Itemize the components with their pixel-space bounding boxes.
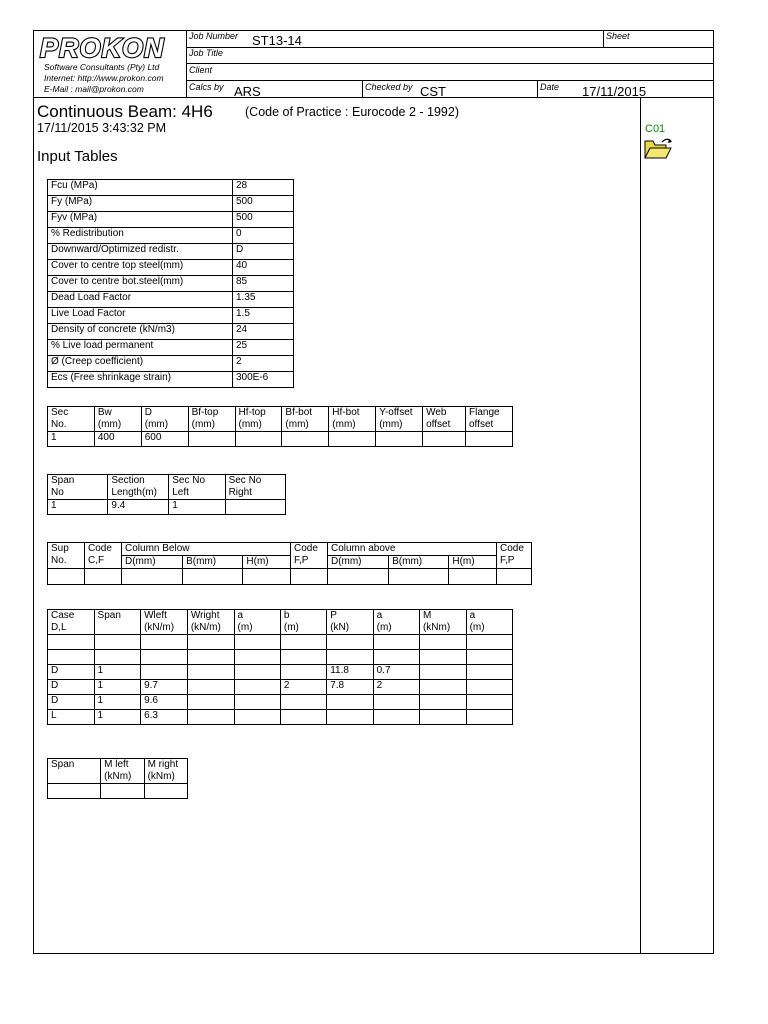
table-row bbox=[48, 710, 513, 725]
table-cell bbox=[329, 432, 376, 447]
sections-table bbox=[47, 406, 513, 447]
table-cell: 1 bbox=[94, 710, 141, 725]
table-row bbox=[48, 665, 513, 680]
column-header: P (kN) bbox=[327, 610, 373, 635]
table-cell bbox=[234, 695, 280, 710]
table-cell bbox=[144, 784, 187, 799]
table-cell bbox=[373, 710, 419, 725]
company-name: Software Consultants (Pty) Ltd bbox=[44, 62, 160, 72]
supports-table bbox=[47, 542, 532, 585]
table-cell: L bbox=[48, 710, 95, 725]
table-cell bbox=[183, 569, 243, 585]
table-cell: 9.7 bbox=[141, 680, 188, 695]
table-cell bbox=[423, 432, 466, 447]
table-cell bbox=[187, 635, 234, 650]
sheet-label: Sheet bbox=[606, 31, 630, 41]
table-cell bbox=[94, 635, 141, 650]
table-cell bbox=[419, 635, 466, 650]
sub-header: H(m) bbox=[449, 556, 497, 569]
param-row bbox=[48, 372, 294, 388]
table-cell bbox=[280, 665, 326, 680]
column-header: M right (kNm) bbox=[144, 759, 187, 784]
param-value: 1.35 bbox=[233, 292, 294, 308]
section-heading: Input Tables bbox=[37, 148, 118, 165]
header-divider bbox=[186, 30, 187, 97]
column-below-header: Column Below bbox=[122, 543, 291, 556]
param-row bbox=[48, 356, 294, 372]
table-cell: 6.3 bbox=[141, 710, 188, 725]
table-cell bbox=[141, 665, 188, 680]
table-cell bbox=[187, 710, 234, 725]
header-divider bbox=[603, 30, 604, 47]
code-fp-header-2: Code F,P bbox=[497, 543, 532, 569]
table-cell bbox=[327, 650, 373, 665]
table-cell bbox=[389, 569, 449, 585]
table-cell bbox=[48, 569, 85, 585]
column-header: b (m) bbox=[280, 610, 326, 635]
table-row bbox=[48, 784, 188, 799]
table-cell: D bbox=[48, 680, 95, 695]
table-row bbox=[48, 500, 286, 515]
table-cell: D bbox=[48, 695, 95, 710]
table-cell bbox=[235, 432, 282, 447]
table-cell: 1 bbox=[94, 680, 141, 695]
param-value: 24 bbox=[233, 324, 294, 340]
table-cell bbox=[234, 680, 280, 695]
date-value: 17/11/2015 bbox=[582, 84, 647, 99]
column-header: Wright (kN/m) bbox=[187, 610, 234, 635]
column-header: a (m) bbox=[466, 610, 512, 635]
table-cell bbox=[373, 635, 419, 650]
table-cell: 600 bbox=[141, 432, 188, 447]
header-rule bbox=[186, 63, 714, 64]
sub-header: D(mm) bbox=[122, 556, 183, 569]
column-header: Span No bbox=[48, 475, 108, 500]
sup-header: Sup No. bbox=[48, 543, 85, 569]
table-cell: D bbox=[48, 665, 95, 680]
param-value: 500 bbox=[233, 212, 294, 228]
table-cell bbox=[419, 680, 466, 695]
column-header: M left (kNm) bbox=[101, 759, 144, 784]
job-number-label: Job Number bbox=[189, 31, 239, 41]
c01-label[interactable]: C01 bbox=[645, 123, 666, 135]
parameters-table bbox=[47, 179, 294, 388]
param-value: 28 bbox=[233, 180, 294, 196]
column-header: a (m) bbox=[373, 610, 419, 635]
param-name: Cover to centre top steel(mm) bbox=[48, 260, 233, 276]
param-value: 85 bbox=[233, 276, 294, 292]
param-name: Fcu (MPa) bbox=[48, 180, 233, 196]
table-cell: 1 bbox=[169, 500, 225, 515]
column-header: Bw (mm) bbox=[94, 407, 141, 432]
column-above-header: Column above bbox=[327, 543, 496, 556]
table-cell bbox=[419, 710, 466, 725]
calcs-by-value: ARS bbox=[234, 84, 261, 99]
param-row bbox=[48, 180, 294, 196]
column-header: M (kNm) bbox=[419, 610, 466, 635]
column-header: Case D,L bbox=[48, 610, 95, 635]
table-cell bbox=[280, 710, 326, 725]
table-cell bbox=[234, 650, 280, 665]
open-folder-icon[interactable] bbox=[644, 137, 674, 160]
table-cell bbox=[466, 635, 512, 650]
table-cell: 1 bbox=[94, 665, 141, 680]
table-cell bbox=[449, 569, 497, 585]
table-cell bbox=[280, 635, 326, 650]
table-cell bbox=[243, 569, 291, 585]
code-of-practice: (Code of Practice : Eurocode 2 - 1992) bbox=[245, 105, 460, 119]
column-header: Web offset bbox=[423, 407, 466, 432]
table-cell bbox=[101, 784, 144, 799]
spans-table bbox=[47, 474, 286, 515]
header-row bbox=[48, 475, 286, 500]
param-row bbox=[48, 340, 294, 356]
column-header: Span bbox=[94, 610, 141, 635]
table-cell: 9.6 bbox=[141, 695, 188, 710]
table-cell bbox=[85, 569, 122, 585]
column-header: Y-offset (mm) bbox=[376, 407, 423, 432]
table-cell bbox=[188, 432, 235, 447]
table-cell bbox=[48, 784, 101, 799]
table-cell bbox=[466, 710, 512, 725]
table-cell bbox=[466, 665, 512, 680]
param-name: Ecs (Free shrinkage strain) bbox=[48, 372, 233, 388]
table-cell bbox=[373, 695, 419, 710]
table-cell bbox=[141, 635, 188, 650]
column-header: Bf-top (mm) bbox=[188, 407, 235, 432]
header-row bbox=[48, 759, 188, 784]
header-divider bbox=[362, 80, 363, 97]
table-cell: 2 bbox=[373, 680, 419, 695]
logo-text: PROKON bbox=[40, 33, 165, 61]
table-cell bbox=[141, 650, 188, 665]
table-cell bbox=[48, 650, 95, 665]
client-label: Client bbox=[189, 65, 213, 75]
table-cell bbox=[187, 650, 234, 665]
table-cell bbox=[94, 650, 141, 665]
table-cell: 1 bbox=[94, 695, 141, 710]
param-value: D bbox=[233, 244, 294, 260]
header-row bbox=[48, 610, 513, 635]
param-value: 0 bbox=[233, 228, 294, 244]
table-cell bbox=[419, 650, 466, 665]
column-header: Hf-top (mm) bbox=[235, 407, 282, 432]
column-header: Wleft (kN/m) bbox=[141, 610, 188, 635]
sub-header: H(m) bbox=[243, 556, 291, 569]
table-cell: 2 bbox=[280, 680, 326, 695]
table-cell: 1 bbox=[48, 500, 108, 515]
column-header: Sec No Left bbox=[169, 475, 225, 500]
param-value: 40 bbox=[233, 260, 294, 276]
table-cell bbox=[234, 635, 280, 650]
table-cell bbox=[187, 695, 234, 710]
checked-by-label: Checked by bbox=[365, 82, 413, 92]
table-cell: 1 bbox=[48, 432, 95, 447]
param-name: Downward/Optimized redistr. bbox=[48, 244, 233, 260]
header-rule bbox=[186, 80, 714, 81]
table-cell: 11.8 bbox=[327, 665, 373, 680]
table-cell bbox=[327, 695, 373, 710]
table-cell bbox=[187, 665, 234, 680]
param-row bbox=[48, 212, 294, 228]
param-row bbox=[48, 228, 294, 244]
table-cell: 400 bbox=[94, 432, 141, 447]
param-value: 2 bbox=[233, 356, 294, 372]
param-name: Ø (Creep coefficient) bbox=[48, 356, 233, 372]
param-name: Cover to centre bot.steel(mm) bbox=[48, 276, 233, 292]
param-value: 500 bbox=[233, 196, 294, 212]
param-name: % Redistribution bbox=[48, 228, 233, 244]
param-row bbox=[48, 308, 294, 324]
table-cell bbox=[327, 569, 388, 585]
moments-table bbox=[47, 758, 188, 799]
page-title: Continuous Beam: 4H6 bbox=[37, 102, 213, 121]
table-cell: 9.4 bbox=[108, 500, 169, 515]
timestamp: 17/11/2015 3:43:32 PM bbox=[37, 121, 167, 135]
sub-header: B(mm) bbox=[183, 556, 243, 569]
param-row bbox=[48, 324, 294, 340]
header-row bbox=[48, 407, 513, 432]
table-cell bbox=[48, 635, 95, 650]
table-cell bbox=[187, 680, 234, 695]
table-row bbox=[48, 680, 513, 695]
column-header: D (mm) bbox=[141, 407, 188, 432]
job-number-value: ST13-14 bbox=[252, 33, 302, 48]
column-header: Sec No. bbox=[48, 407, 95, 432]
param-value: 300E-6 bbox=[233, 372, 294, 388]
column-header: Flange offset bbox=[466, 407, 513, 432]
column-header: a (m) bbox=[234, 610, 280, 635]
table-cell bbox=[280, 650, 326, 665]
table-cell: 0.7 bbox=[373, 665, 419, 680]
table-cell bbox=[373, 650, 419, 665]
table-cell bbox=[497, 569, 532, 585]
param-row bbox=[48, 244, 294, 260]
code-fp-header: Code F,P bbox=[290, 543, 327, 569]
param-row bbox=[48, 260, 294, 276]
checked-by-value: CST bbox=[420, 84, 446, 99]
table-cell: 7.8 bbox=[327, 680, 373, 695]
column-header: Section Length(m) bbox=[108, 475, 169, 500]
param-name: Fyv (MPa) bbox=[48, 212, 233, 228]
header-divider bbox=[537, 80, 538, 97]
table-cell bbox=[122, 569, 183, 585]
table-row bbox=[48, 695, 513, 710]
loads-table bbox=[47, 609, 513, 725]
column-header: Span bbox=[48, 759, 101, 784]
prokon-logo bbox=[38, 33, 184, 61]
table-cell bbox=[466, 695, 512, 710]
table-cell bbox=[234, 710, 280, 725]
table-cell bbox=[282, 432, 329, 447]
column-header: Hf-bot (mm) bbox=[329, 407, 376, 432]
param-name: Dead Load Factor bbox=[48, 292, 233, 308]
param-name: Live Load Factor bbox=[48, 308, 233, 324]
table-cell bbox=[466, 650, 512, 665]
param-name: % Live load permanent bbox=[48, 340, 233, 356]
table-cell bbox=[327, 635, 373, 650]
table-cell bbox=[290, 569, 327, 585]
param-row bbox=[48, 196, 294, 212]
table-cell bbox=[327, 710, 373, 725]
param-value: 1.5 bbox=[233, 308, 294, 324]
param-value: 25 bbox=[233, 340, 294, 356]
job-title-label: Job Title bbox=[189, 48, 223, 58]
param-name: Fy (MPa) bbox=[48, 196, 233, 212]
sub-header: B(mm) bbox=[389, 556, 449, 569]
company-email: E-Mail : mail@prokon.com bbox=[44, 84, 144, 94]
table-cell bbox=[419, 665, 466, 680]
table-cell bbox=[225, 500, 285, 515]
table-cell bbox=[419, 695, 466, 710]
calcs-by-label: Calcs by bbox=[189, 82, 224, 92]
code-cf-header: Code C,F bbox=[85, 543, 122, 569]
table-cell bbox=[466, 432, 513, 447]
table-cell bbox=[280, 695, 326, 710]
table-row bbox=[48, 650, 513, 665]
sub-header: D(mm) bbox=[327, 556, 388, 569]
table-cell bbox=[234, 665, 280, 680]
table-cell bbox=[376, 432, 423, 447]
param-row bbox=[48, 276, 294, 292]
company-internet: Internet: http://www.prokon.com bbox=[44, 73, 164, 83]
table-row bbox=[48, 432, 513, 447]
param-row bbox=[48, 292, 294, 308]
table-cell bbox=[466, 680, 512, 695]
date-label: Date bbox=[540, 82, 560, 92]
column-header: Sec No Right bbox=[225, 475, 285, 500]
side-column-divider bbox=[640, 97, 641, 954]
column-header: Bf-bot (mm) bbox=[282, 407, 329, 432]
table-row bbox=[48, 635, 513, 650]
param-name: Density of concrete (kN/m3) bbox=[48, 324, 233, 340]
